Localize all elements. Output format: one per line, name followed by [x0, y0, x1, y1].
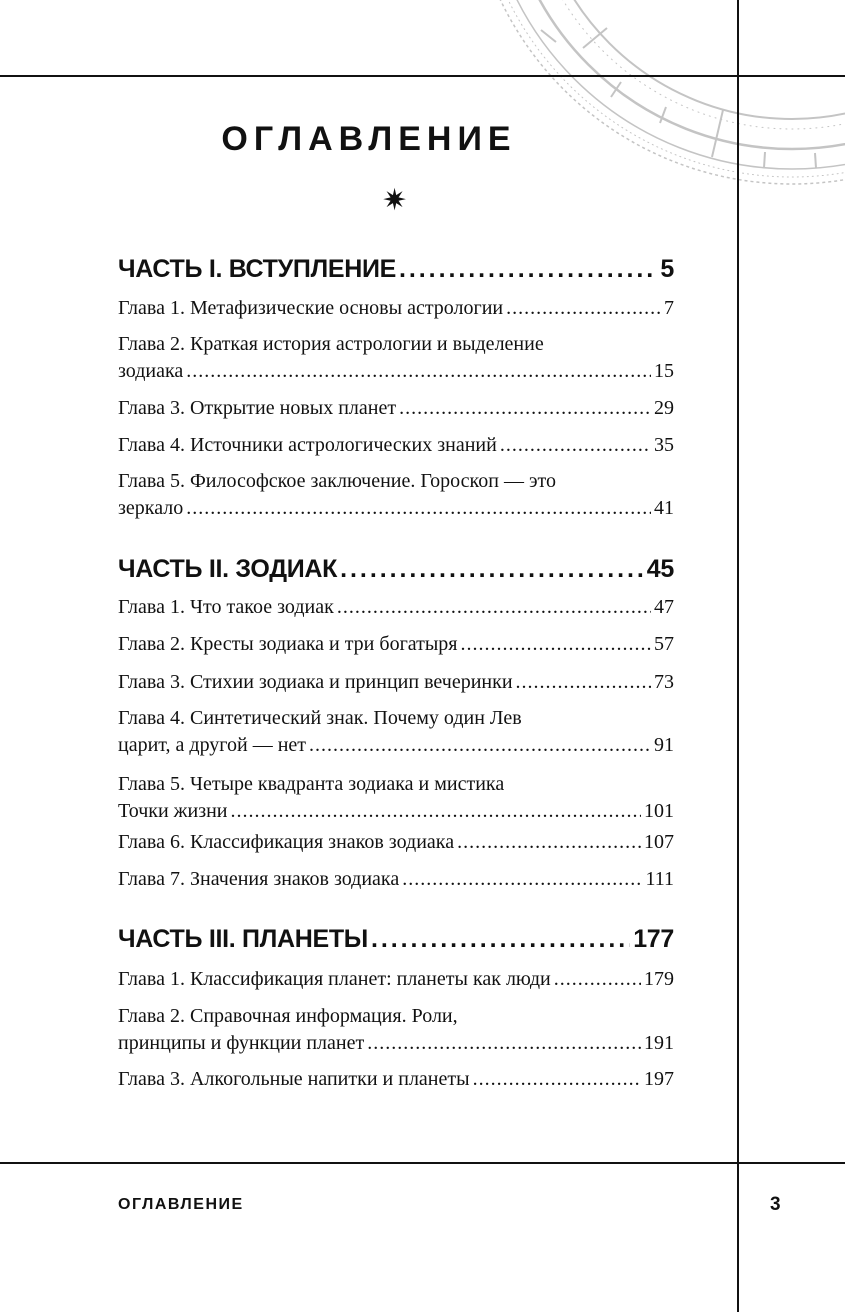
toc-entry-line: [118, 669, 674, 696]
toc-chapter-entry[interactable]: [118, 669, 674, 696]
toc-entry-title: Глава 1. Классификация планет: планеты как люди: [118, 968, 551, 990]
toc-entry-title: Глава 3. Алкогольные напитки и планеты: [118, 1068, 470, 1090]
toc-entry-title: ЧАСТЬ I. ВСТУПЛЕНИЕ: [118, 255, 396, 283]
toc-page-number: 47: [654, 596, 674, 618]
toc-page-number: 35: [654, 434, 674, 456]
dot-leader: [186, 358, 651, 385]
toc-page-number: 5: [660, 255, 674, 283]
dot-leader: [399, 395, 651, 422]
dot-leader: [516, 669, 651, 696]
dot-leader: [554, 966, 641, 993]
toc-chapter-entry[interactable]: [118, 468, 674, 522]
toc-page-number: 177: [633, 925, 674, 953]
toc-entry-line: [118, 1003, 674, 1030]
toc-entry-title: царит, а другой — нет: [118, 734, 307, 756]
dot-leader: [473, 1066, 641, 1093]
toc-entry-line: [118, 705, 674, 732]
toc-part-entry[interactable]: [118, 554, 674, 584]
toc-entry-line: [118, 295, 674, 322]
toc-entry-line: [118, 468, 674, 495]
running-title: ОГЛАВЛЕНИЕ: [118, 1196, 244, 1213]
toc-entry-title: Глава 2. Справочная информация. Роли,: [118, 1005, 458, 1027]
dot-leader: [371, 924, 630, 954]
toc-page-number: 73: [654, 671, 674, 693]
toc-entry-line: [118, 829, 674, 856]
margin-rule: [737, 0, 739, 1312]
toc-entry-title: ЧАСТЬ III. ПЛАНЕТЫ: [118, 925, 368, 953]
toc-entry-line: [118, 798, 674, 825]
toc-entry-line: [118, 1030, 674, 1057]
toc-page-number: 101: [644, 800, 674, 822]
dot-leader: [461, 631, 651, 658]
toc-page-number: 191: [644, 1032, 674, 1054]
star-ornament-icon: ✷: [382, 183, 408, 218]
dot-leader: [399, 254, 657, 284]
toc-entry-line: [118, 594, 674, 621]
toc-entry-line: [118, 866, 674, 893]
dot-leader: [367, 1030, 641, 1057]
toc-entry-line: [118, 358, 674, 385]
toc-entry-title: зодиака: [118, 360, 184, 382]
dot-leader: [186, 495, 651, 522]
toc-part-entry[interactable]: [118, 924, 674, 954]
bottom-rule: [0, 1162, 845, 1164]
toc-entry-title: Глава 3. Стихии зодиака и принцип вечеринки: [118, 671, 513, 693]
toc-chapter-entry[interactable]: [118, 866, 674, 893]
toc-page-number: 7: [664, 297, 674, 319]
toc-entry-line: [118, 395, 674, 422]
toc-page-number: 57: [654, 633, 674, 655]
dot-leader: [340, 554, 644, 584]
toc-entry-line: [118, 432, 674, 459]
toc-page-number: 45: [646, 555, 674, 583]
toc-entry-title: Глава 4. Источники астрологических знаний: [118, 434, 497, 456]
zodiac-wheel-ornament: [0, 0, 845, 230]
toc-entry-title: Точки жизни: [118, 800, 228, 822]
toc-entry-line: [118, 732, 674, 759]
toc-entry-title: Глава 5. Философское заключение. Гороскоп — это: [118, 470, 557, 492]
toc-entry-line: [118, 924, 674, 954]
toc-entry-title: Глава 4. Синтетический знак. Почему один Лев: [118, 707, 522, 729]
toc-chapter-entry[interactable]: [118, 432, 674, 459]
toc-chapter-entry[interactable]: [118, 594, 674, 621]
toc-chapter-entry[interactable]: [118, 1003, 674, 1057]
toc-entry-title: принципы и функции планет: [118, 1032, 365, 1054]
dot-leader: [337, 594, 651, 621]
dot-leader: [506, 295, 661, 322]
toc-page-number: 41: [654, 497, 674, 519]
toc-entry-line: [118, 554, 674, 584]
toc-entry-line: [118, 631, 674, 658]
toc-part-entry[interactable]: [118, 254, 674, 284]
toc-entry-title: Глава 1. Что такое зодиак: [118, 596, 334, 618]
dot-leader: [309, 732, 651, 759]
toc-entry-title: Глава 2. Кресты зодиака и три богатыря: [118, 633, 458, 655]
toc-page-number: 15: [654, 360, 674, 382]
toc-chapter-entry[interactable]: [118, 631, 674, 658]
toc-entry-line: [118, 1066, 674, 1093]
toc-entry-line: [118, 254, 674, 284]
toc-entry-title: зеркало: [118, 497, 184, 519]
toc-chapter-entry[interactable]: [118, 771, 674, 825]
toc-entry-title: Глава 1. Метафизические основы астрологии: [118, 297, 504, 319]
toc-entry-line: [118, 331, 674, 358]
toc-page-number: 197: [644, 1068, 674, 1090]
page-title: ОГЛАВЛЕНИЕ: [221, 120, 517, 158]
toc-chapter-entry[interactable]: [118, 395, 674, 422]
page-number: 3: [770, 1194, 781, 1215]
toc-entry-title: Глава 6. Классификация знаков зодиака: [118, 831, 455, 853]
dot-leader: [231, 798, 641, 825]
toc-page-number: 91: [654, 734, 674, 756]
toc-page-number: 179: [644, 968, 674, 990]
toc-chapter-entry[interactable]: [118, 1066, 674, 1093]
toc-entry-line: [118, 495, 674, 522]
toc-entry-title: Глава 3. Открытие новых планет: [118, 397, 397, 419]
toc-chapter-entry[interactable]: [118, 966, 674, 993]
top-rule: [0, 75, 845, 77]
toc-chapter-entry[interactable]: [118, 295, 674, 322]
toc-entry-line: [118, 966, 674, 993]
toc-entry-title: Глава 5. Четыре квадранта зодиака и мистика: [118, 773, 505, 795]
toc-page-number: 107: [644, 831, 674, 853]
toc-chapter-entry[interactable]: [118, 829, 674, 856]
toc-page-number: 29: [654, 397, 674, 419]
toc-entry-title: Глава 7. Значения знаков зодиака: [118, 868, 400, 890]
toc-entry-line: [118, 771, 674, 798]
dot-leader: [402, 866, 642, 893]
dot-leader: [457, 829, 641, 856]
toc-entry-title: ЧАСТЬ II. ЗОДИАК: [118, 555, 338, 583]
toc-chapter-entry[interactable]: [118, 705, 674, 759]
toc-chapter-entry[interactable]: [118, 331, 674, 385]
toc-page-number: 111: [645, 868, 674, 890]
dot-leader: [500, 432, 651, 459]
toc-entry-title: Глава 2. Краткая история астрологии и выделение: [118, 333, 544, 355]
